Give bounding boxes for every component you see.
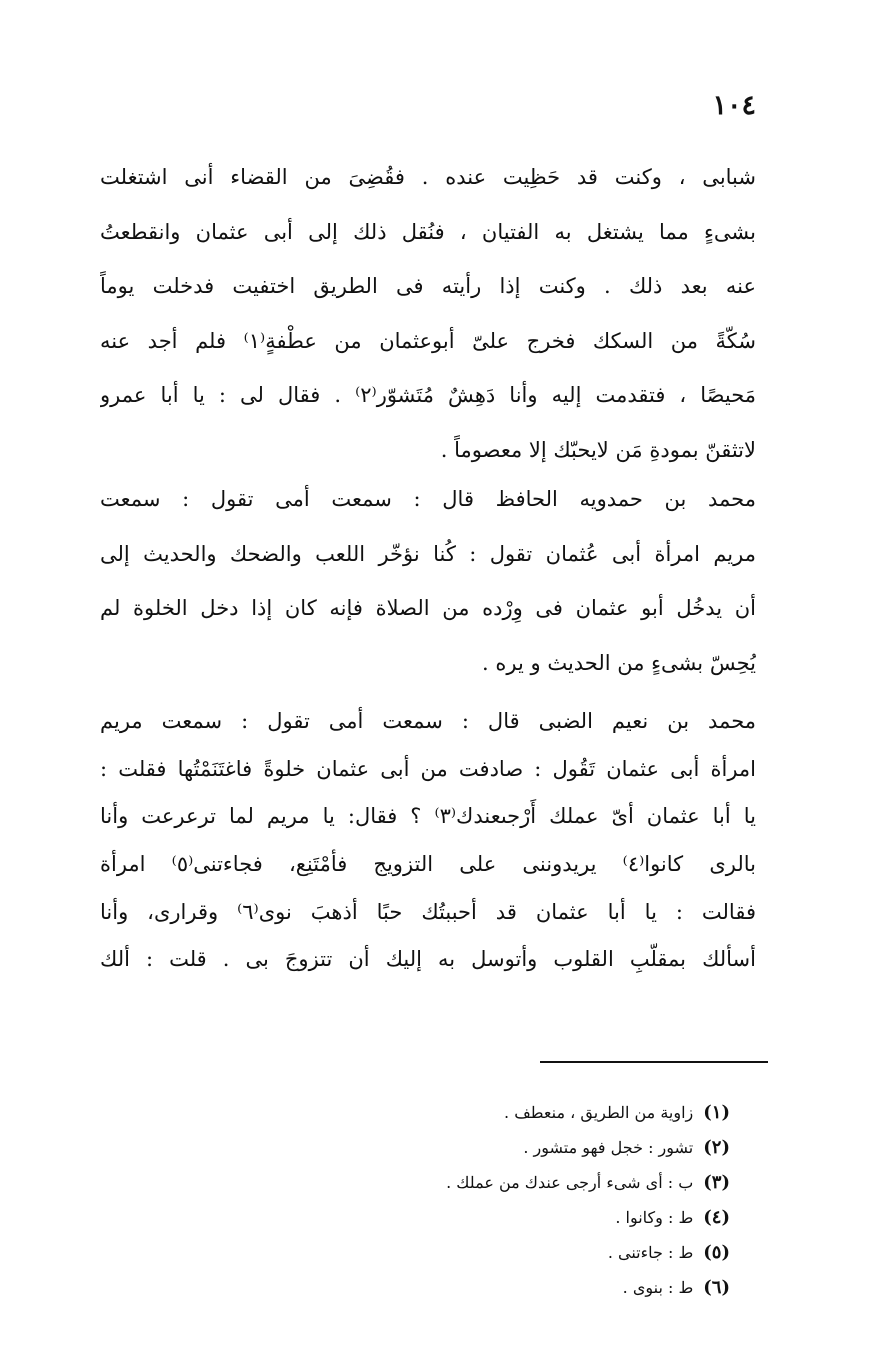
text-line: سُكّةً من السكك فخرج علىّ أبوعثمان من عطْفةٍ⁽١⁾ فلم أجد عنه [100, 328, 756, 353]
paragraph-3 [100, 698, 756, 984]
footnote-text: زاوية من الطريق ، منعطف . [504, 1103, 694, 1122]
text-line: بالرى كانوا⁽٤⁾ يريدوننى على التزويج فأمْتَنِع، فجاءتنى⁽٥⁾ امرأة [100, 852, 756, 877]
text-line: مريم امرأة أبى عُثمان تقول : كُنا نؤخّر اللعب والضحك والحديث إلى [100, 541, 756, 566]
text-line: فقالت : يا أبا عثمان قد أحببتُك حبًا أذهبَ نوى⁽٦⁾ وقرارى، وأنا [100, 899, 756, 924]
footnote-text: تشور : خجل فهو متشور . [523, 1138, 694, 1157]
text-line: عنه بعد ذلك . وكنت إذا رأيته فى الطريق اختفيت فدخلت يوماً [100, 274, 756, 299]
footnote-item [300, 1130, 730, 1165]
text-line: يا أبا عثمان أىّ عملك أَرْجىعندك⁽٣⁾ ؟ فقال: يا مريم لما ترعرعت وأنا [100, 804, 756, 829]
text-line: لاتثقنّ بمودةِ مَن لايحبّك إلا معصوماً . [440, 437, 756, 462]
text-line: أسألك بمقلّبِ القلوب وأتوسل به إليك أن تتزوجَ بى . قلت : ألك [100, 947, 756, 972]
footnote-item [300, 1270, 730, 1305]
text-line: محمد بن حمدويه الحافظ قال : سمعت أمى تقول : سمعت [100, 487, 756, 511]
footnote-item [300, 1165, 730, 1200]
footnote-number: (٥) [703, 1242, 730, 1263]
footnote-number: (٣) [703, 1172, 730, 1193]
footnote-text: ط : بنوى . [622, 1278, 694, 1297]
text-line: امرأة أبى عثمان تَقُول : صادفت من أبى عثمان خلوةً فاغتَنَمْتُها فقلت : [100, 756, 756, 781]
footnote-item [300, 1095, 730, 1130]
text-line: أن يدخُل أبو عثمان فى وِرْده من الصلاة فإنه كان إذا دخل الخلوة لم [100, 596, 756, 620]
footnote-item [300, 1235, 730, 1270]
text-line: بشىءٍ مما يشتغل به الفتيان ، فنُقل ذلك إلى أبى عثمان وانقطعتُ [100, 219, 756, 244]
text-line: شبابى ، وكنت قد حَظِيت عنده . فقُضِىَ من القضاء أنى اشتغلت [100, 165, 756, 189]
footnote-divider [540, 1061, 768, 1063]
footnote-number: (١) [703, 1102, 730, 1123]
footnote-text: ط : وكانوا . [615, 1208, 694, 1227]
footnote-number: (٢) [703, 1137, 730, 1158]
footnote-number: (٤) [703, 1207, 730, 1228]
text-line: يُحِسّ بشىءٍ من الحديث و يره . [482, 650, 756, 675]
page-number: ١٠٤ [712, 90, 756, 121]
footnote-number: (٦) [703, 1277, 730, 1298]
footnotes [300, 1095, 730, 1305]
text-line: محمد بن نعيم الضبى قال : سمعت أمى تقول : سمعت مريم [100, 709, 756, 733]
paragraph-2 [100, 472, 756, 690]
paragraph-1 [100, 150, 756, 478]
footnote-item [300, 1200, 730, 1235]
footnote-text: ط : جاءتنى . [607, 1243, 694, 1262]
text-line: مَحيصًا ، فتقدمت إليه وأنا دَهِشٌ مُتَشوّر⁽٢⁾ . فقال لى : يا أبا عمرو [100, 383, 756, 408]
footnote-text: ب : أى شىء أرجى عندك من عملك . [446, 1173, 694, 1192]
